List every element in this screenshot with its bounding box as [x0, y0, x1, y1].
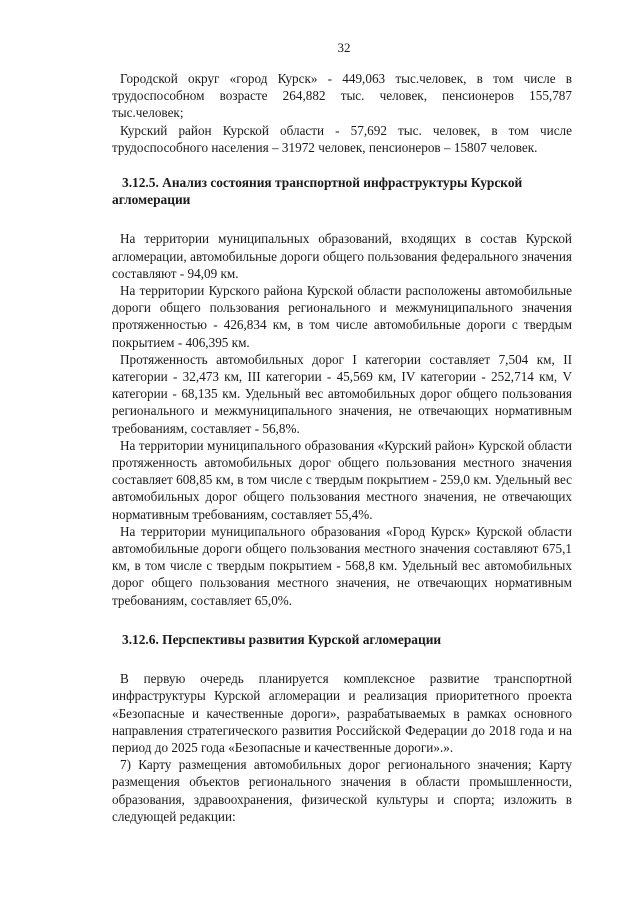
regional-roads-paragraph: На территории Курского района Курской области расположены автомобильные дороги общего пользования регионального и межмуниципального значения протяженностью - 426,834 км, в том числе автомобильные дороги с твердым покрытием - 406,395 км.	[112, 283, 572, 350]
transport-section-heading: 3.12.5. Анализ состояния транспортной инфраструктуры Курской агломерации	[112, 175, 523, 208]
map-amendment-paragraph: 7) Карту размещения автомобильных дорог регионального значения; Карту размещения объектов регионального значения в области промышленности, образования, здравоохранения, физической культуры и спорта; изложить в следующей редакции:	[112, 757, 572, 824]
spacer	[112, 609, 572, 631]
federal-roads-paragraph: На территории муниципальных образований, входящих в состав Курской агломерации, автомобильные дороги общего пользования федерального значения составляют - 94,09 км.	[112, 231, 572, 281]
spacer	[112, 648, 572, 670]
kursk-city-roads-paragraph: На территории муниципального образования «Город Курск» Курской области автомобильные дороги общего пользования местного значения составляют 675,1 км, в том числе с твердым покрытием - 568,8 км. Удельный вес автомобильных дорог общего пользования местного значения, не отвечающих нормативным требованиям, составляет 65,0%.	[112, 523, 572, 608]
prospects-section-heading: 3.12.6. Перспективы развития Курской агломерации	[122, 631, 442, 647]
road-categories-paragraph: Протяженность автомобильных дорог I категории составляет 7,504 км, II категории - 32,473 км, III категории - 45,569 км, IV категории - 252,714 км, V категории - 68,135 км. Удельный вес автомобильных дорог общего пользования регионального и межмуниципального значения, не отвечающих нормативным требованиям, составляет - 56,8%.	[112, 351, 572, 436]
population-district-paragraph: Курский район Курской области - 57,692 тыс. человек, в том числе трудоспособного населения – 31972 человек, пенсионеров – 15807 человек.	[112, 122, 572, 155]
population-city-paragraph: Городской округ «город Курск» - 449,063 тыс.человек, в том числе в трудоспособном возрасте 264,882 тыс. человек, пенсионеров 155,787 тыс.человек;	[112, 71, 572, 121]
page-number: 32	[337, 40, 351, 55]
kursk-district-roads-paragraph: На территории муниципального образования «Курский район» Курской области протяженность автомобильных дорог общего пользования местного значения составляет 608,85 км, в том числе с твердым покрытием - 259,0 км. Удельный вес автомобильных дорог общего пользования местного значения, не отвечающих нормативным требованиям, составляет 55,4%.	[112, 437, 572, 522]
spacer	[112, 208, 572, 230]
spacer	[112, 156, 572, 174]
development-plan-paragraph: В первую очередь планируется комплексное развитие транспортной инфраструктуры Курской агломерации и реализация приоритетного проекта «Безопасные и качественные дороги», разрабатываемых в рамках основного направления стратегического развития Российской Федерации до 2018 года и на период до 2025 года «Безопасные и качественные дороги».».	[112, 671, 572, 755]
